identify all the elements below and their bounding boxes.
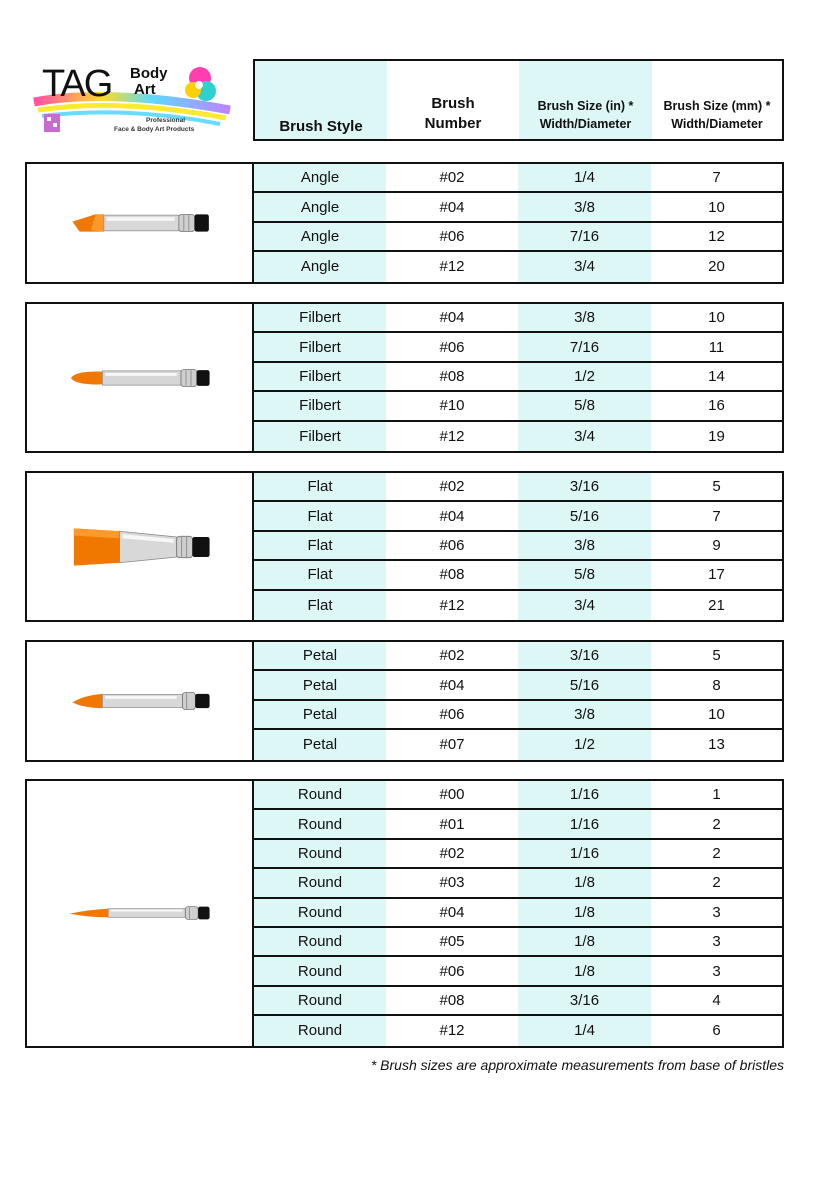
brush-number-cell: #10 xyxy=(386,392,518,419)
brush-number-cell: #05 xyxy=(386,928,518,955)
brush-number-cell: #04 xyxy=(386,671,518,698)
size-mm-cell: 14 xyxy=(651,363,782,390)
size-mm-cell: 1 xyxy=(651,781,782,808)
table-row xyxy=(254,422,782,451)
brush-group-flat xyxy=(25,471,784,622)
table-row xyxy=(254,591,782,620)
brush-style-cell: Round xyxy=(254,869,386,896)
table-row xyxy=(254,223,782,252)
brush-number-cell: #12 xyxy=(386,252,518,281)
brush-style-cell: Petal xyxy=(254,642,386,669)
table-row xyxy=(254,781,782,810)
table-row xyxy=(254,252,782,281)
size-mm-cell: 2 xyxy=(651,869,782,896)
size-inches-cell: 3/8 xyxy=(518,304,651,331)
table-row xyxy=(254,869,782,898)
table-row xyxy=(254,164,782,193)
brush-number-cell: #08 xyxy=(386,363,518,390)
header-size-mm: Brush Size (mm) * Width/Diameter xyxy=(652,61,782,139)
brush-style-cell: Round xyxy=(254,1016,386,1045)
size-inches-cell: 3/8 xyxy=(518,532,651,559)
size-mm-cell: 3 xyxy=(651,957,782,984)
size-mm-cell: 4 xyxy=(651,987,782,1014)
table-row xyxy=(254,392,782,421)
brush-style-cell: Flat xyxy=(254,532,386,559)
size-inches-cell: 5/16 xyxy=(518,502,651,529)
size-inches-cell: 1/16 xyxy=(518,781,651,808)
angle-brush-icon xyxy=(37,203,245,243)
size-inches-cell: 1/16 xyxy=(518,810,651,837)
size-inches-cell: 1/2 xyxy=(518,730,651,759)
svg-text:Professional: Professional xyxy=(146,117,186,124)
size-mm-cell: 12 xyxy=(651,223,782,250)
size-mm-cell: 19 xyxy=(651,422,782,451)
brush-style-cell: Angle xyxy=(254,193,386,220)
size-inches-cell: 5/8 xyxy=(518,561,651,588)
size-inches-cell: 1/4 xyxy=(518,1016,651,1045)
size-mm-cell: 16 xyxy=(651,392,782,419)
brush-group-filbert xyxy=(25,302,784,453)
table-row xyxy=(254,502,782,531)
brush-number-cell: #02 xyxy=(386,473,518,500)
size-mm-cell: 2 xyxy=(651,810,782,837)
size-mm-cell: 3 xyxy=(651,928,782,955)
logo-graphic xyxy=(30,58,235,140)
size-inches-cell: 1/2 xyxy=(518,363,651,390)
brush-image-cell xyxy=(27,473,254,620)
size-mm-cell: 8 xyxy=(651,671,782,698)
size-inches-cell: 1/16 xyxy=(518,840,651,867)
brush-image-cell xyxy=(27,164,254,282)
brush-number-cell: #02 xyxy=(386,840,518,867)
brush-style-cell: Flat xyxy=(254,502,386,529)
brush-group-round xyxy=(25,779,784,1048)
footnote: * Brush sizes are approximate measurements from base of bristles xyxy=(370,1057,784,1073)
size-inches-cell: 5/16 xyxy=(518,671,651,698)
brush-style-cell: Filbert xyxy=(254,392,386,419)
brush-number-cell: #06 xyxy=(386,701,518,728)
size-mm-cell: 11 xyxy=(651,333,782,360)
brush-number-cell: #08 xyxy=(386,561,518,588)
table-row xyxy=(254,561,782,590)
brush-style-cell: Round xyxy=(254,928,386,955)
size-inches-cell: 3/8 xyxy=(518,193,651,220)
flat-brush-icon xyxy=(37,527,245,567)
brush-style-cell: Filbert xyxy=(254,422,386,451)
brush-number-cell: #06 xyxy=(386,957,518,984)
brush-style-cell: Round xyxy=(254,781,386,808)
brush-group-angle xyxy=(25,162,784,284)
brush-image-cell xyxy=(27,304,254,451)
brush-number-cell: #04 xyxy=(386,502,518,529)
size-inches-cell: 1/8 xyxy=(518,869,651,896)
brush-style-cell: Filbert xyxy=(254,304,386,331)
brush-style-cell: Petal xyxy=(254,701,386,728)
brush-style-cell: Angle xyxy=(254,223,386,250)
brush-number-cell: #12 xyxy=(386,1016,518,1045)
size-inches-cell: 3/16 xyxy=(518,473,651,500)
header-brush-style: Brush Style xyxy=(255,61,387,139)
size-inches-cell: 1/4 xyxy=(518,164,651,191)
brush-style-cell: Round xyxy=(254,899,386,926)
table-row xyxy=(254,473,782,502)
brush-style-cell: Round xyxy=(254,810,386,837)
table-row xyxy=(254,1016,782,1045)
brush-style-cell: Flat xyxy=(254,473,386,500)
brush-style-cell: Angle xyxy=(254,164,386,191)
header-size-inches: Brush Size (in) * Width/Diameter xyxy=(519,61,652,139)
table-row xyxy=(254,957,782,986)
table-row xyxy=(254,840,782,869)
size-inches-cell: 3/16 xyxy=(518,987,651,1014)
size-mm-cell: 17 xyxy=(651,561,782,588)
svg-text:Body: Body xyxy=(130,65,168,82)
brush-number-cell: #02 xyxy=(386,642,518,669)
brush-style-cell: Filbert xyxy=(254,333,386,360)
size-inches-cell: 3/4 xyxy=(518,252,651,281)
brush-number-cell: #04 xyxy=(386,899,518,926)
brush-number-cell: #00 xyxy=(386,781,518,808)
brush-style-cell: Petal xyxy=(254,730,386,759)
brush-number-cell: #12 xyxy=(386,422,518,451)
size-inches-cell: 7/16 xyxy=(518,223,651,250)
table-row xyxy=(254,304,782,333)
size-mm-cell: 10 xyxy=(651,304,782,331)
size-inches-cell: 3/4 xyxy=(518,422,651,451)
table-row xyxy=(254,810,782,839)
table-row xyxy=(254,363,782,392)
size-inches-cell: 5/8 xyxy=(518,392,651,419)
filbert-brush-icon xyxy=(37,358,245,398)
tag-body-art-logo xyxy=(30,58,235,140)
brush-style-cell: Flat xyxy=(254,591,386,620)
table-row xyxy=(254,928,782,957)
table-row xyxy=(254,671,782,700)
brush-image-cell xyxy=(27,642,254,760)
brush-style-cell: Round xyxy=(254,840,386,867)
table-row xyxy=(254,532,782,561)
brush-style-cell: Flat xyxy=(254,561,386,588)
brush-number-cell: #01 xyxy=(386,810,518,837)
size-mm-cell: 7 xyxy=(651,164,782,191)
brush-style-cell: Petal xyxy=(254,671,386,698)
brush-style-cell: Round xyxy=(254,987,386,1014)
table-row xyxy=(254,987,782,1016)
brush-number-cell: #08 xyxy=(386,987,518,1014)
size-mm-cell: 21 xyxy=(651,591,782,620)
table-row xyxy=(254,730,782,759)
brush-number-cell: #04 xyxy=(386,304,518,331)
size-mm-cell: 5 xyxy=(651,473,782,500)
table-row xyxy=(254,642,782,671)
size-mm-cell: 20 xyxy=(651,252,782,281)
brush-number-cell: #07 xyxy=(386,730,518,759)
size-inches-cell: 7/16 xyxy=(518,333,651,360)
size-inches-cell: 3/16 xyxy=(518,642,651,669)
svg-text:Face & Body Art Products: Face & Body Art Products xyxy=(114,126,195,133)
table-row xyxy=(254,333,782,362)
size-mm-cell: 9 xyxy=(651,532,782,559)
size-inches-cell: 3/8 xyxy=(518,701,651,728)
svg-text:Art: Art xyxy=(134,81,156,98)
size-inches-cell: 3/4 xyxy=(518,591,651,620)
size-inches-cell: 1/8 xyxy=(518,928,651,955)
size-mm-cell: 7 xyxy=(651,502,782,529)
logo-brand: TAG xyxy=(42,63,112,105)
brush-style-cell: Angle xyxy=(254,252,386,281)
round-brush-icon xyxy=(37,893,245,933)
brush-number-cell: #04 xyxy=(386,193,518,220)
header-brush-number: Brush Number xyxy=(387,61,519,139)
brush-style-cell: Round xyxy=(254,957,386,984)
table-row xyxy=(254,701,782,730)
size-mm-cell: 6 xyxy=(651,1016,782,1045)
qr-code-icon xyxy=(44,114,60,132)
brush-number-cell: #06 xyxy=(386,223,518,250)
table-header xyxy=(253,59,784,141)
brush-number-cell: #06 xyxy=(386,333,518,360)
brush-number-cell: #06 xyxy=(386,532,518,559)
size-inches-cell: 1/8 xyxy=(518,957,651,984)
size-mm-cell: 5 xyxy=(651,642,782,669)
size-mm-cell: 2 xyxy=(651,840,782,867)
brush-number-cell: #03 xyxy=(386,869,518,896)
table-row xyxy=(254,193,782,222)
size-mm-cell: 3 xyxy=(651,899,782,926)
size-mm-cell: 10 xyxy=(651,193,782,220)
brush-number-cell: #12 xyxy=(386,591,518,620)
brush-group-petal xyxy=(25,640,784,762)
petal-brush-icon xyxy=(37,681,245,721)
size-mm-cell: 13 xyxy=(651,730,782,759)
size-mm-cell: 10 xyxy=(651,701,782,728)
table-row xyxy=(254,899,782,928)
brush-number-cell: #02 xyxy=(386,164,518,191)
size-inches-cell: 1/8 xyxy=(518,899,651,926)
brush-image-cell xyxy=(27,781,254,1046)
brush-style-cell: Filbert xyxy=(254,363,386,390)
